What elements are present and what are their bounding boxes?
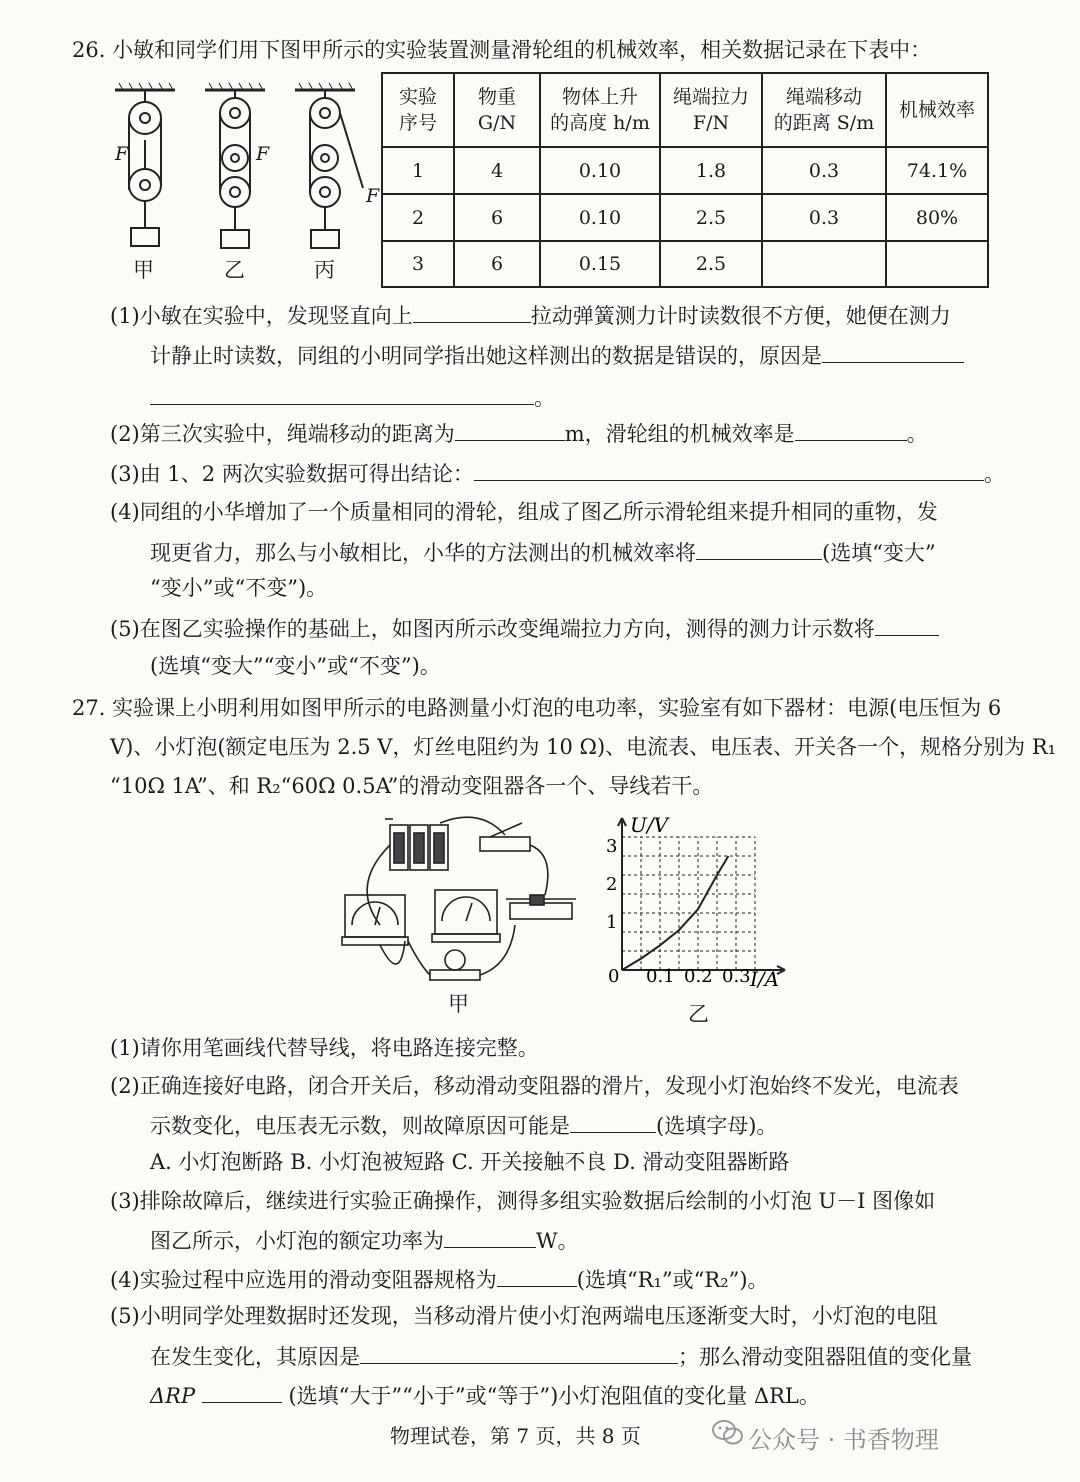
table-header-cell: 物体上升 的高度 h/m (540, 73, 660, 147)
table-cell: 80% (886, 194, 988, 241)
answer-blank[interactable] (875, 613, 939, 636)
q27-p2-line1: (2)正确连接好电路，闭合开关后，移动滑动变阻器的滑片，发现小灯泡始终不发光，电流表 (110, 1074, 959, 1098)
q26-p4-line3: “变小”或“不变”)。 (150, 576, 328, 600)
graph-xtick: 0.3 (722, 966, 751, 987)
table-cell: 0.10 (540, 194, 660, 241)
table-cell: 2.5 (660, 194, 762, 241)
page-footer: 物理试卷，第 7 页，共 8 页 (390, 1424, 641, 1448)
q27-stem-1: 27. 实验课上小明利用如图甲所示的电路测量小灯泡的电功率，实验室有如下器材：电源(电压恒为 6 (72, 696, 1002, 720)
answer-blank[interactable] (795, 418, 907, 441)
q26-p1-line2: 计静止时读数，同组的小明同学指出她这样测出的数据是错误的，原因是 (150, 340, 964, 370)
graph-ytick: 1 (606, 912, 618, 933)
answer-blank[interactable] (822, 340, 964, 363)
q26-p1-line3: 。 (150, 382, 555, 412)
graph-ylabel: U/V (630, 813, 669, 837)
table-header-cell: 机械效率 (886, 73, 988, 147)
table-cell: 4 (454, 147, 540, 194)
circuit-figure (340, 815, 585, 990)
table-row (382, 241, 988, 287)
pulley-figures (105, 80, 380, 280)
q27-p3-line1: (3)排除故障后，继续进行实验正确操作，测得多组实验数据后绘制的小灯泡 U－I 图像如 (110, 1189, 936, 1213)
q27-stem-3: “10Ω 1A”、和 R₂“60Ω 0.5A”的滑动变阻器各一个、导线若干。 (110, 774, 714, 798)
watermark: 公众号 · 书香物理 (748, 1426, 939, 1454)
graph-xtick: 0.1 (646, 966, 675, 987)
answer-blank[interactable] (455, 418, 565, 441)
table-row (382, 194, 988, 241)
table-header-cell: 绳端拉力 F/N (660, 73, 762, 147)
q27-p5-line2: 在发生变化，其原因是 ；那么滑动变阻器阻值的变化量 (150, 1341, 972, 1371)
q27-p5-line1: (5)小明同学处理数据时还发现，当移动滑片使小灯泡两端电压逐渐变大时，小灯泡的电阻 (110, 1304, 938, 1328)
q26-p4-line1: (4)同组的小华增加了一个质量相同的滑轮，组成了图乙所示滑轮组来提升相同的重物，发 (110, 500, 938, 524)
q27-options: A. 小灯泡断路 B. 小灯泡被短路 C. 开关接触不良 D. 滑动变阻器断路 (150, 1150, 790, 1174)
table-cell (762, 241, 886, 287)
answer-blank[interactable] (696, 537, 822, 560)
table-header-cell: 物重 G/N (454, 73, 540, 147)
wechat-icon (712, 1418, 744, 1448)
table-cell: 6 (454, 194, 540, 241)
q27-p2-line2: 示数变化，电压表无示数，则故障原因可能是 (选填字母)。 (150, 1110, 777, 1140)
table-cell: 74.1% (886, 147, 988, 194)
table-cell: 6 (454, 241, 540, 287)
q27-p1: (1)请你用笔画线代替导线，将电路连接完整。 (110, 1036, 539, 1060)
table-row (382, 147, 988, 194)
q26-p2: (2)第三次实验中，绳端移动的距离为 m，滑轮组的机械效率是 。 (110, 418, 928, 448)
answer-blank[interactable] (474, 458, 984, 481)
q27-p4: (4)实验过程中应选用的滑动变阻器规格为 (选填“R₁”或“R₂”)。 (110, 1264, 769, 1294)
fig-label-jia: 甲 (133, 258, 154, 282)
graph-xlabel: I/A (750, 967, 780, 991)
table-header-cell: 绳端移动 的距离 S/m (762, 73, 886, 147)
force-label-3: F (366, 185, 380, 207)
table-cell: 2 (382, 194, 454, 241)
graph-ytick: 2 (606, 874, 618, 895)
table-cell: 0.15 (540, 241, 660, 287)
force-label-1: F (115, 143, 129, 165)
table-header-cell: 实验 序号 (382, 73, 454, 147)
table-cell: 0.3 (762, 194, 886, 241)
graph-xtick: 0.2 (684, 966, 713, 987)
table-cell: 2.5 (660, 241, 762, 287)
graph-fig-label: 乙 (688, 1002, 709, 1026)
table-cell: 0.3 (762, 147, 886, 194)
q26-p4-line2: 现更省力，那么与小敏相比，小华的方法测出的机械效率将 (选填“变大” (150, 537, 936, 567)
table-cell: 3 (382, 241, 454, 287)
q26-p5-line2: (选填“变大”“变小”或“不变”)。 (150, 654, 441, 678)
graph-origin: 0 (608, 966, 620, 987)
fig-label-yi: 乙 (224, 258, 245, 282)
table-cell (886, 241, 988, 287)
q26-stem: 26. 小敏和同学们用下图甲所示的实验装置测量滑轮组的机械效率，相关数据记录在下表中： (72, 38, 932, 62)
q26-p1-line1: (1)小敏在实验中，发现竖直向上 拉动弹簧测力计时读数很不方便，她便在测力 (110, 300, 951, 330)
q26-p3: (3)由 1、2 两次实验数据可得出结论： 。 (110, 458, 1005, 488)
q27-p3-line2: 图乙所示，小灯泡的额定功率为 W。 (150, 1225, 579, 1255)
table-cell: 1.8 (660, 147, 762, 194)
force-label-2: F (256, 143, 270, 165)
fig-label-bing: 丙 (314, 258, 335, 282)
graph-ytick: 3 (606, 836, 618, 857)
answer-blank[interactable] (497, 1264, 577, 1287)
data-table (381, 72, 989, 288)
ui-graph (600, 810, 800, 995)
table-header-row (382, 73, 988, 147)
answer-blank[interactable] (444, 1225, 536, 1248)
answer-blank[interactable] (360, 1341, 678, 1364)
q26-p5-line1: (5)在图乙实验操作的基础上，如图丙所示改变绳端拉力方向，测得的测力计示数将 (110, 613, 939, 643)
q27-stem-2: V)、小灯泡(额定电压为 2.5 V，灯丝电阻约为 10 Ω)、电流表、电压表、开关各一个，规格分别为 R₁ (110, 735, 1057, 759)
circuit-fig-label: 甲 (448, 992, 469, 1016)
table-cell: 1 (382, 147, 454, 194)
answer-blank[interactable] (570, 1110, 656, 1133)
q27-p5-line3: ΔRP (选填“大于”“小于”或“等于”)小灯泡阻值的变化量 ΔRL。 (150, 1380, 820, 1410)
answer-blank[interactable] (413, 300, 531, 323)
answer-blank[interactable] (150, 382, 534, 405)
answer-blank[interactable] (202, 1380, 282, 1403)
table-cell: 0.10 (540, 147, 660, 194)
